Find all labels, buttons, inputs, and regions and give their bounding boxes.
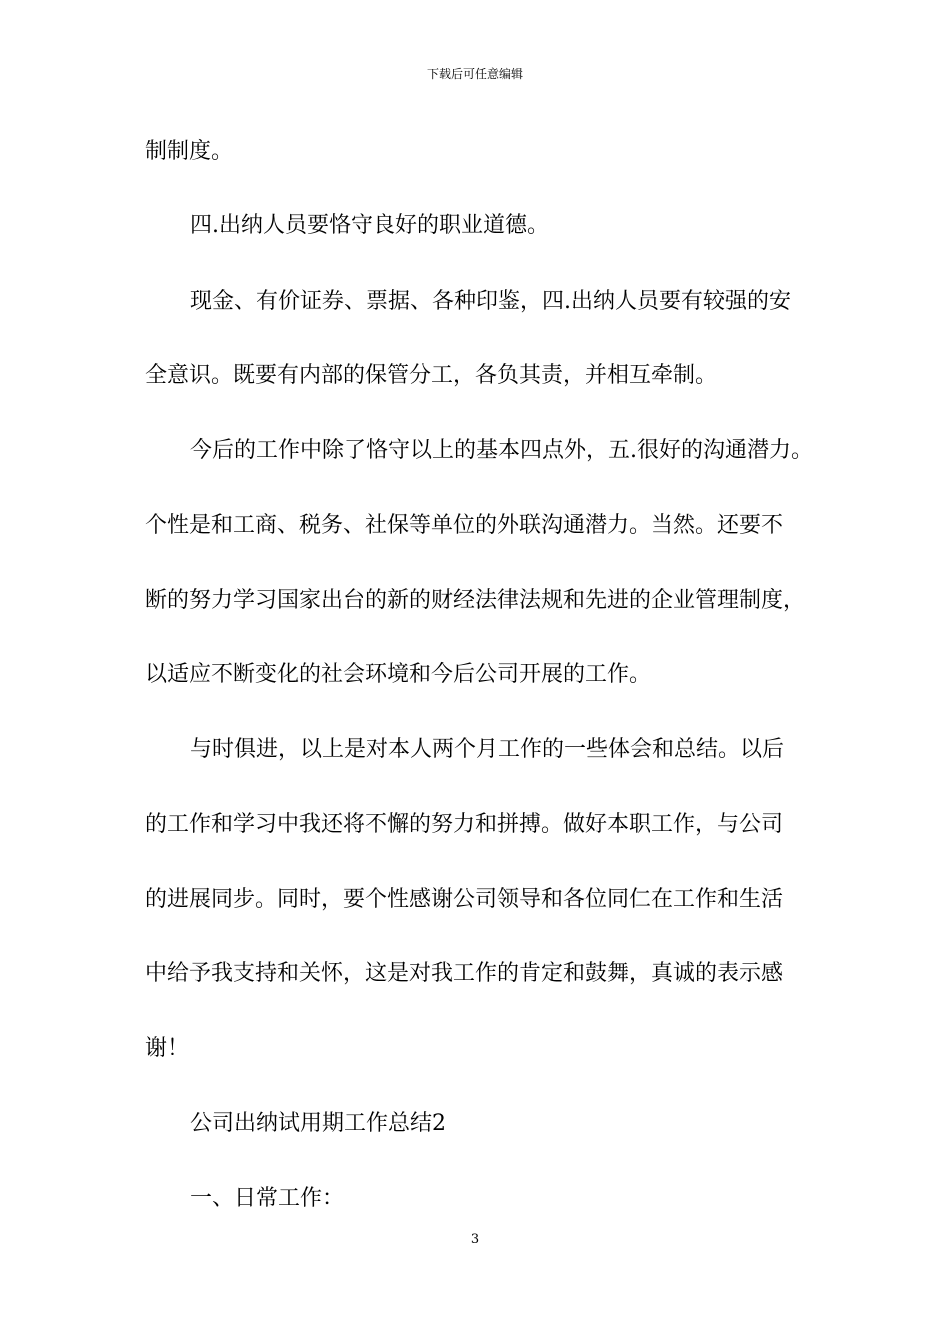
page-header: 下载后可任意编辑: [426, 67, 523, 81]
text-line: 个性是和工商、税务、社保等单位的外联沟通潜力。当然。还要不: [145, 513, 784, 538]
text-line: 今后的工作中除了恪守以上的基本四点外，五.很好的沟通潜力。: [190, 438, 813, 463]
section-title: 公司出纳试用期工作总结2: [190, 1111, 446, 1136]
text-line: 以适应不断变化的社会环境和今后公司开展的工作。: [145, 662, 652, 687]
text-line: 现金、有价证券、票据、各种印鉴，四.出纳人员要有较强的安: [190, 289, 791, 314]
text-line: 断的努力学习国家出台的新的财经法律法规和先进的企业管理制度，: [145, 588, 806, 613]
text-line: 的工作和学习中我还将不懈的努力和拼搏。做好本职工作，与公司: [145, 812, 784, 837]
text-line: 四.出纳人员要恪守良好的职业道德。: [190, 213, 549, 238]
text-line: 中给予我支持和关怀，这是对我工作的肯定和鼓舞，真诚的表示感: [145, 961, 784, 986]
text-line: 与时俱进，以上是对本人两个月工作的一些体会和总结。以后: [190, 737, 785, 762]
text-line: 全意识。既要有内部的保管分工，各负其责，并相互牵制。: [145, 363, 718, 388]
subsection-heading: 一、日常工作：: [190, 1186, 345, 1211]
text-line: 的进展同步。同时，要个性感谢公司领导和各位同仁在工作和生活: [145, 887, 784, 912]
text-line: 谢！: [145, 1036, 190, 1061]
text-line: 制制度。: [145, 139, 234, 164]
page-number: 3: [470, 1232, 480, 1247]
